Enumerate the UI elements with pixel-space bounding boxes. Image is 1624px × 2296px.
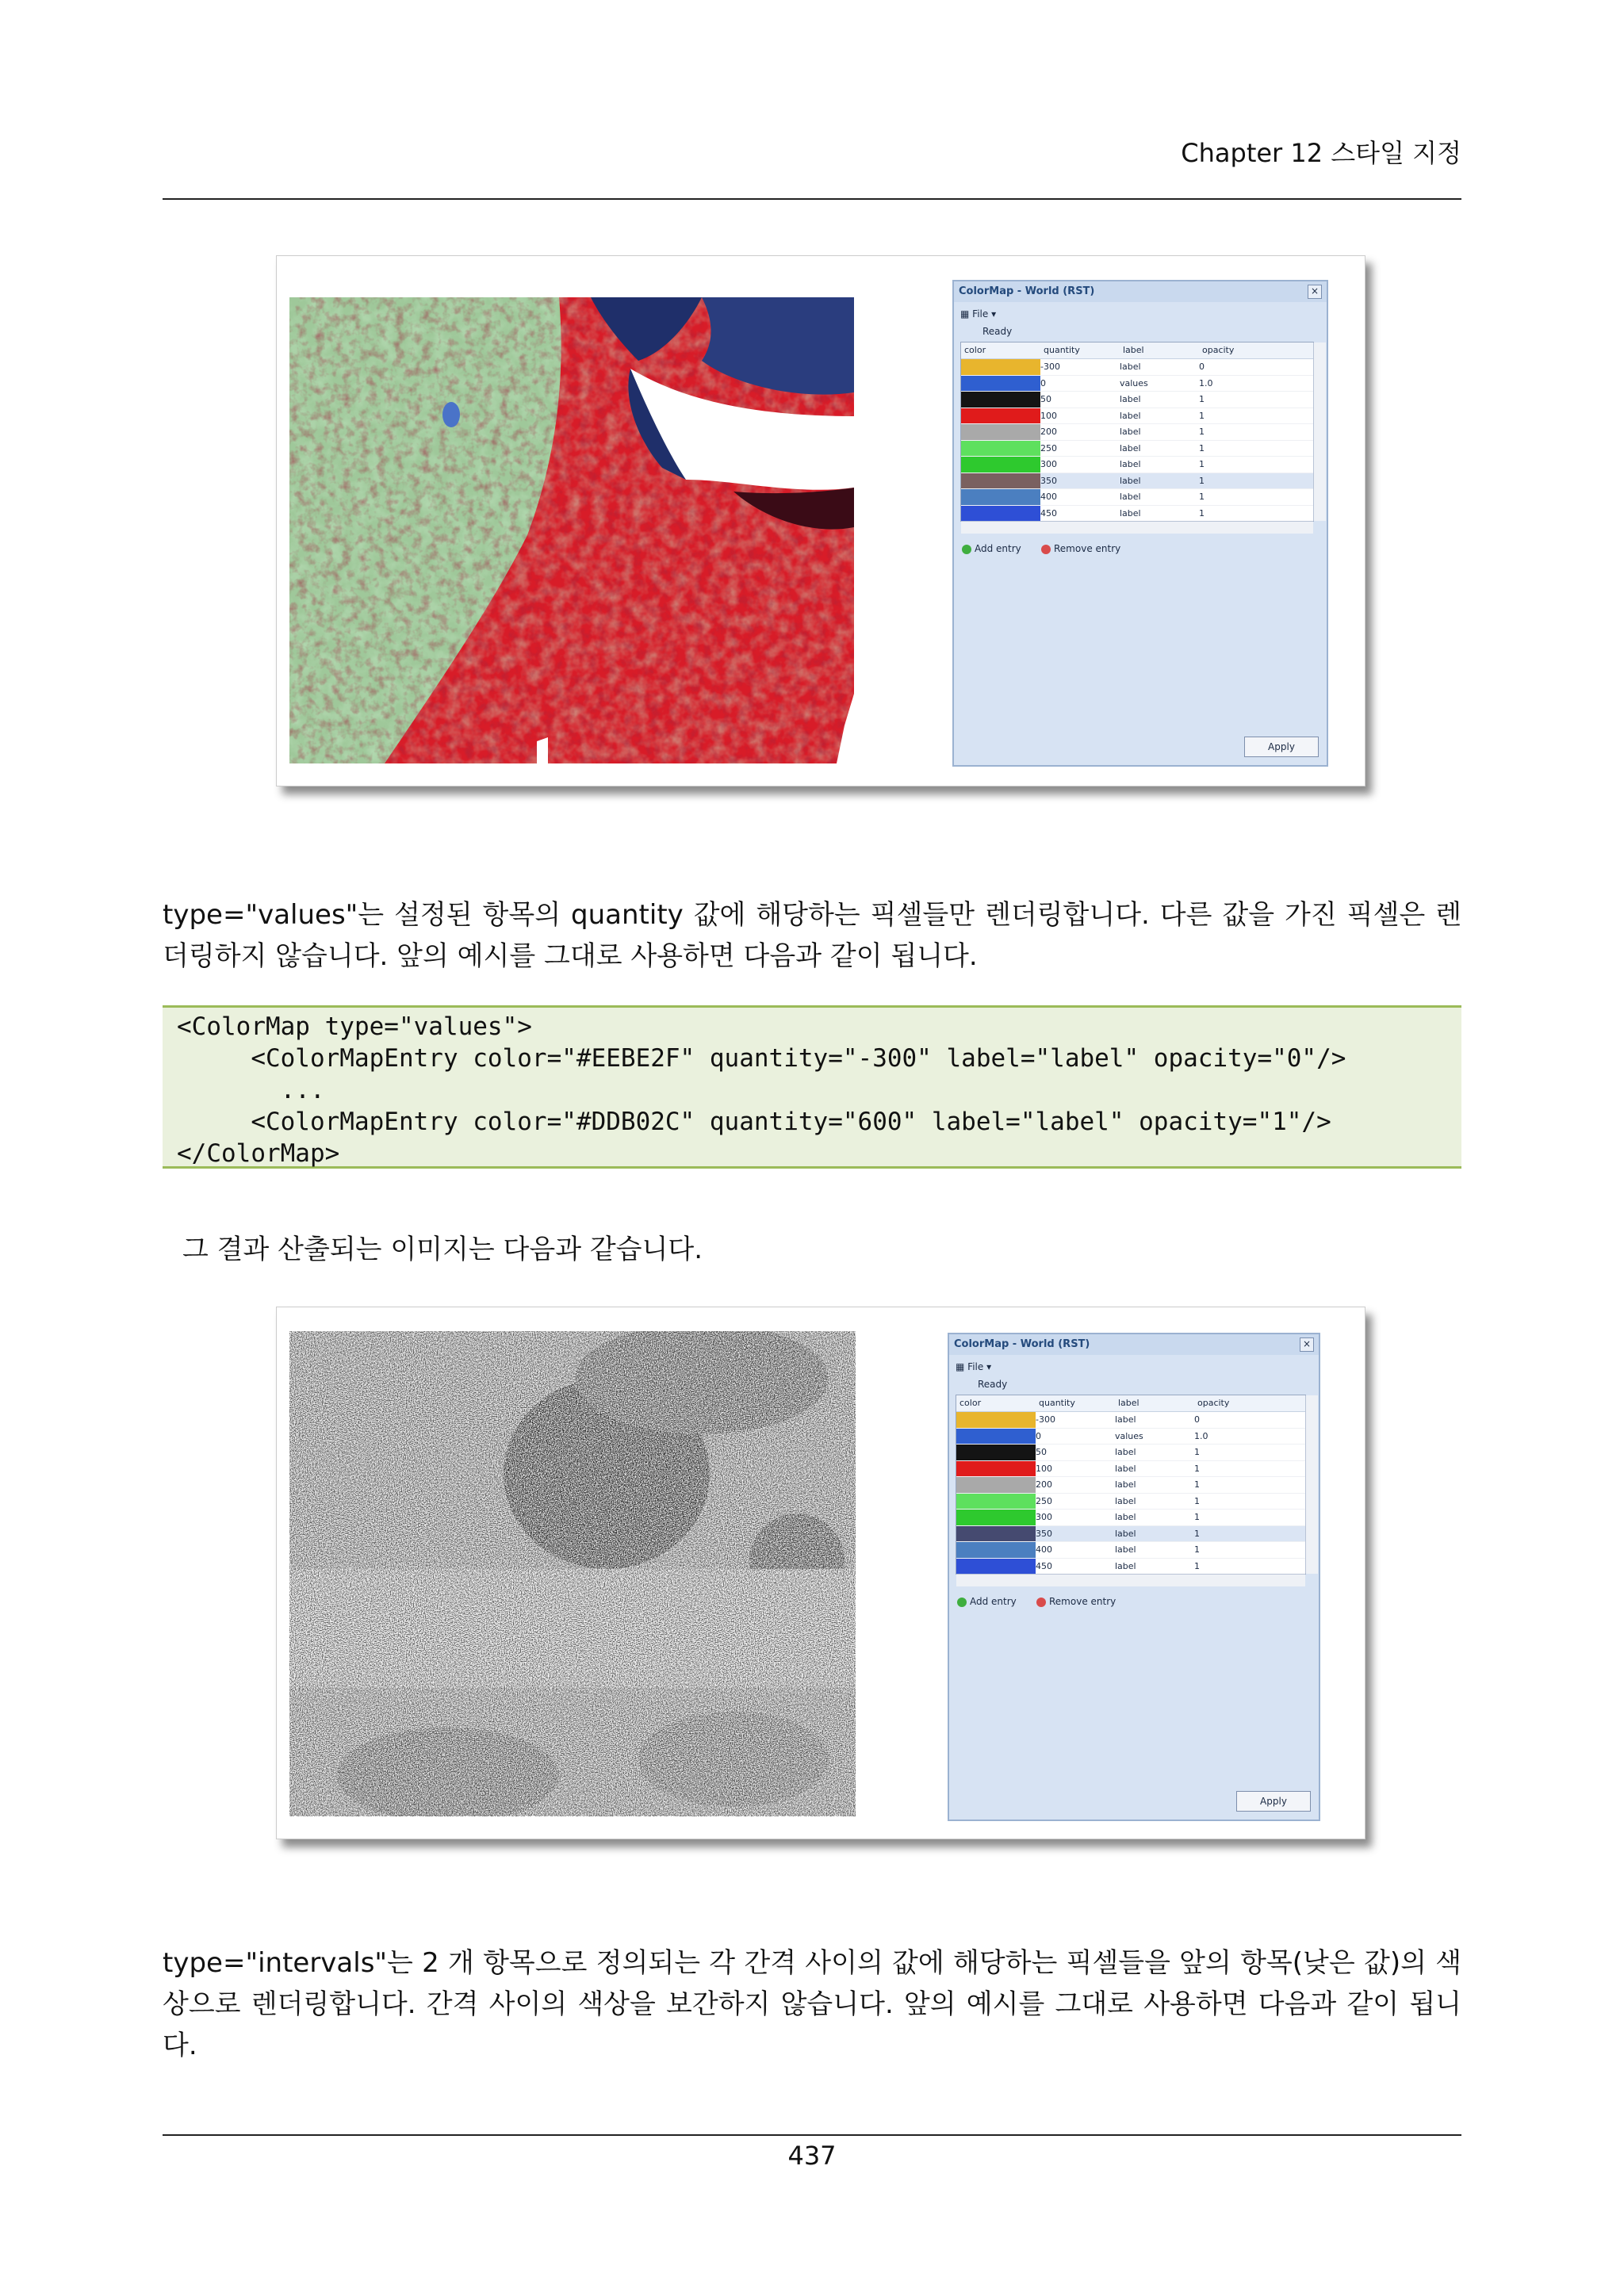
col-color[interactable]: color — [959, 1398, 982, 1408]
opacity-cell[interactable]: 1 — [1199, 394, 1205, 404]
label-cell[interactable]: label — [1115, 1414, 1136, 1425]
page-header-title: Chapter 12 스타일 지정 — [1181, 138, 1461, 168]
label-cell[interactable]: label — [1120, 459, 1141, 469]
opacity-cell[interactable]: 1 — [1199, 507, 1205, 519]
table-row[interactable] — [961, 457, 1313, 473]
file-menu-label: File ▾ — [972, 308, 997, 320]
color-swatch[interactable] — [961, 457, 1040, 473]
raster-map-colored — [289, 297, 854, 763]
table-header — [956, 1395, 1305, 1412]
color-swatch[interactable] — [956, 1477, 1036, 1493]
file-menu-label: File ▾ — [967, 1361, 992, 1372]
table-row[interactable] — [956, 1477, 1305, 1494]
vertical-scrollbar[interactable] — [1313, 342, 1326, 521]
label-cell[interactable]: label — [1120, 394, 1141, 404]
label-cell[interactable]: label — [1120, 442, 1141, 453]
table-row[interactable] — [956, 1429, 1305, 1445]
figure-1 — [276, 255, 1365, 786]
panel-title: ColorMap - World (RST) — [954, 281, 1327, 302]
header-rule — [163, 198, 1461, 200]
color-swatch[interactable] — [961, 506, 1040, 522]
opacity-cell[interactable]: 1 — [1194, 1495, 1200, 1506]
table-header — [961, 342, 1313, 359]
paragraph-result: 그 결과 산출되는 이미지는 다음과 같습니다. — [182, 1234, 703, 1265]
col-label[interactable]: label — [1123, 345, 1144, 355]
label-cell[interactable]: values — [1115, 1430, 1143, 1441]
table-row[interactable] — [961, 473, 1313, 490]
remove-entry-label: Remove entry — [1049, 1596, 1116, 1607]
color-swatch[interactable] — [956, 1510, 1036, 1525]
quantity-cell[interactable]: 50 — [1040, 394, 1051, 404]
table-row[interactable] — [961, 392, 1313, 408]
figure-2 — [276, 1307, 1365, 1839]
file-icon: ▦ — [956, 1361, 965, 1372]
opacity-cell[interactable]: 1.0 — [1194, 1430, 1208, 1441]
color-swatch[interactable] — [961, 392, 1040, 408]
label-cell[interactable]: label — [1120, 427, 1141, 437]
table-row[interactable] — [956, 1526, 1305, 1543]
label-cell[interactable]: label — [1120, 492, 1141, 502]
colormap-panel — [952, 280, 1328, 767]
opacity-cell[interactable]: 1 — [1194, 1479, 1200, 1490]
remove-entry-button[interactable] — [1036, 1596, 1116, 1607]
paragraph-intervals: type="intervals"는 2 개 항목으로 정의되는 각 간격 사이의 값에 해당하는 픽셀들을 앞의 항목(낮은 값)의 색상으로 렌더링합니다. 간격 사이의 색상을 보간하지 않습니다. 앞의 예시를 그대로 사용하면 다음과 같이 됩니다. — [163, 1947, 1461, 2061]
color-swatch[interactable] — [956, 1445, 1036, 1460]
color-swatch[interactable] — [961, 473, 1040, 489]
opacity-cell[interactable]: 1 — [1199, 410, 1205, 421]
opacity-cell[interactable]: 1 — [1194, 1528, 1200, 1539]
col-label[interactable]: label — [1118, 1398, 1139, 1408]
apply-button[interactable]: Apply — [1236, 1791, 1311, 1812]
close-button[interactable]: × — [1300, 1337, 1314, 1352]
horizontal-scrollbar[interactable] — [961, 521, 1313, 534]
table-row[interactable] — [956, 1510, 1305, 1526]
col-quantity[interactable]: quantity — [1039, 1398, 1075, 1408]
vertical-scrollbar[interactable] — [1305, 1395, 1318, 1574]
color-swatch[interactable] — [961, 489, 1040, 505]
quantity-cell[interactable]: 100 — [1036, 1463, 1052, 1474]
table-row[interactable] — [956, 1445, 1305, 1461]
panel-title: ColorMap - World (RST) — [949, 1334, 1319, 1355]
col-quantity[interactable]: quantity — [1044, 345, 1080, 355]
table-row[interactable] — [956, 1542, 1305, 1559]
quantity-cell[interactable]: 250 — [1040, 442, 1057, 453]
col-color[interactable]: color — [964, 345, 986, 355]
quantity-cell[interactable]: -300 — [1036, 1414, 1055, 1425]
quantity-cell[interactable]: 300 — [1036, 1512, 1052, 1522]
file-menu[interactable] — [960, 308, 996, 320]
opacity-cell[interactable]: 1 — [1199, 459, 1205, 469]
colormap-table — [956, 1395, 1306, 1575]
color-swatch[interactable] — [956, 1461, 1036, 1477]
label-cell[interactable]: label — [1115, 1560, 1136, 1571]
table-row[interactable] — [961, 359, 1313, 376]
table-row[interactable] — [956, 1461, 1305, 1478]
color-swatch[interactable] — [956, 1494, 1036, 1510]
remove-icon — [1041, 545, 1051, 554]
add-entry-button[interactable] — [962, 543, 1021, 554]
label-cell[interactable]: label — [1115, 1495, 1136, 1506]
status-text: Ready — [982, 326, 1013, 337]
quantity-cell[interactable]: 0 — [1040, 377, 1046, 388]
page-number: 437 — [787, 2141, 837, 2171]
opacity-cell[interactable]: 0 — [1194, 1414, 1200, 1425]
footer-rule — [163, 2134, 1461, 2136]
color-swatch[interactable] — [961, 376, 1040, 392]
colormap-table — [960, 342, 1314, 522]
paragraph-values: type="values"는 설정된 항목의 quantity 값에 해당하는 픽셀들만 렌더링합니다. 다른 값을 가진 픽셀은 렌더링하지 않습니다. 앞의 예시를 그대로 사용하면 다음과 같이 됩니다. — [163, 899, 1461, 972]
quantity-cell[interactable]: 400 — [1040, 492, 1057, 502]
quantity-cell[interactable]: 350 — [1040, 475, 1057, 486]
quantity-cell[interactable]: 0 — [1036, 1430, 1041, 1441]
opacity-cell[interactable]: 1.0 — [1199, 377, 1213, 388]
color-swatch[interactable] — [956, 1542, 1036, 1558]
code-line: <ColorMapEntry color="#EEBE2F" quantity="-300" label="label" opacity="0"/> — [177, 1044, 1346, 1073]
quantity-cell[interactable]: 200 — [1036, 1479, 1052, 1490]
color-swatch[interactable] — [956, 1412, 1036, 1428]
add-entry-label: Add entry — [970, 1596, 1017, 1607]
quantity-cell[interactable]: 450 — [1040, 507, 1057, 519]
opacity-cell[interactable]: 1 — [1199, 427, 1205, 437]
table-row[interactable] — [961, 408, 1313, 425]
col-opacity[interactable]: opacity — [1202, 345, 1235, 355]
opacity-cell[interactable]: 1 — [1194, 1544, 1200, 1555]
quantity-cell[interactable]: 50 — [1036, 1447, 1047, 1457]
opacity-cell[interactable]: 0 — [1199, 362, 1205, 372]
label-cell[interactable]: label — [1115, 1479, 1136, 1490]
table-row[interactable] — [961, 424, 1313, 441]
quantity-cell[interactable]: 250 — [1036, 1495, 1052, 1506]
code-line: </ColorMap> — [177, 1139, 340, 1168]
opacity-cell[interactable]: 1 — [1194, 1447, 1200, 1457]
file-menu[interactable] — [956, 1361, 991, 1372]
close-button[interactable]: × — [1308, 285, 1322, 299]
color-swatch[interactable] — [961, 424, 1040, 440]
quantity-cell[interactable]: 350 — [1036, 1528, 1052, 1539]
quantity-cell[interactable]: 450 — [1036, 1560, 1052, 1571]
quantity-cell[interactable]: 300 — [1040, 459, 1057, 469]
opacity-cell[interactable]: 1 — [1199, 492, 1205, 502]
quantity-cell[interactable]: 200 — [1040, 427, 1057, 437]
color-swatch[interactable] — [956, 1526, 1036, 1542]
table-row[interactable] — [961, 441, 1313, 457]
label-cell[interactable]: label — [1115, 1544, 1136, 1555]
add-icon — [962, 545, 971, 554]
opacity-cell[interactable]: 1 — [1194, 1463, 1200, 1474]
color-swatch[interactable] — [961, 441, 1040, 457]
quantity-cell[interactable]: 400 — [1036, 1544, 1052, 1555]
table-row[interactable] — [961, 376, 1313, 392]
raster-map-sparse — [289, 1331, 856, 1816]
quantity-cell[interactable]: 100 — [1040, 410, 1057, 421]
remove-entry-label: Remove entry — [1054, 543, 1121, 554]
label-cell[interactable]: label — [1115, 1528, 1136, 1539]
label-cell[interactable]: values — [1120, 377, 1148, 388]
quantity-cell[interactable]: -300 — [1040, 362, 1060, 372]
remove-entry-button[interactable] — [1041, 543, 1120, 554]
file-icon: ▦ — [960, 308, 970, 320]
color-swatch[interactable] — [956, 1559, 1036, 1575]
label-cell[interactable]: label — [1115, 1463, 1136, 1474]
label-cell[interactable]: label — [1115, 1447, 1136, 1457]
table-row[interactable] — [956, 1494, 1305, 1510]
code-line: <ColorMap type="values"> — [177, 1012, 532, 1041]
label-cell[interactable]: label — [1120, 362, 1141, 372]
table-row[interactable] — [956, 1412, 1305, 1429]
remove-icon — [1036, 1598, 1046, 1607]
apply-button[interactable]: Apply — [1244, 737, 1319, 757]
code-line: <ColorMapEntry color="#DDB02C" quantity="600" label="label" opacity="1"/> — [177, 1108, 1331, 1136]
add-entry-label: Add entry — [975, 543, 1021, 554]
code-block — [163, 1005, 1461, 1169]
add-icon — [957, 1598, 967, 1607]
horizontal-scrollbar[interactable] — [956, 1574, 1305, 1586]
col-opacity[interactable]: opacity — [1197, 1398, 1230, 1408]
label-cell[interactable]: label — [1120, 410, 1141, 421]
table-row[interactable] — [961, 506, 1313, 522]
opacity-cell[interactable]: 1 — [1194, 1512, 1200, 1522]
code-line: ... — [177, 1076, 325, 1104]
color-swatch[interactable] — [956, 1429, 1036, 1445]
label-cell[interactable]: label — [1120, 507, 1141, 519]
table-row[interactable] — [956, 1559, 1305, 1575]
opacity-cell[interactable]: 1 — [1199, 442, 1205, 453]
add-entry-button[interactable] — [957, 1596, 1017, 1607]
status-text: Ready — [978, 1379, 1008, 1390]
colormap-panel — [948, 1333, 1320, 1821]
label-cell[interactable]: label — [1115, 1512, 1136, 1522]
opacity-cell[interactable]: 1 — [1194, 1560, 1200, 1571]
color-swatch[interactable] — [961, 408, 1040, 424]
color-swatch[interactable] — [961, 359, 1040, 375]
label-cell[interactable]: label — [1120, 475, 1141, 486]
opacity-cell[interactable]: 1 — [1199, 475, 1205, 486]
table-row[interactable] — [961, 489, 1313, 506]
